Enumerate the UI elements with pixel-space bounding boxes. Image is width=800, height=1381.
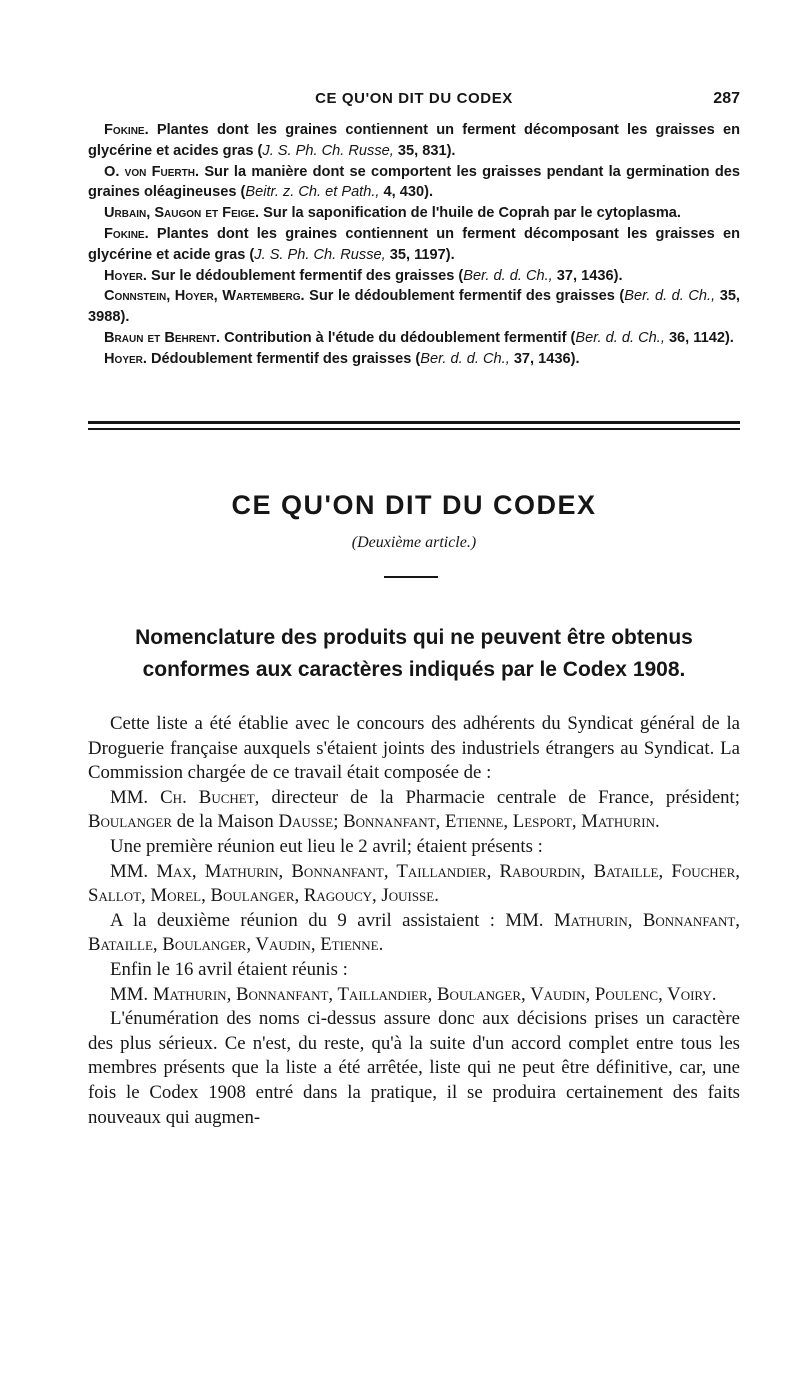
- reference-authors: Fokine.: [104, 225, 149, 242]
- reference-journal: Beitr. z. Ch. et Path.,: [245, 184, 380, 201]
- reference-details: 35, 831).: [397, 142, 456, 159]
- reference-item: [88, 328, 740, 349]
- reference-journal: Ber. d. d. Ch.,: [420, 350, 510, 367]
- reference-authors: Hoyer.: [104, 267, 147, 284]
- reference-details: 37, 1436).: [556, 267, 623, 284]
- section-heading-line: Nomenclature des produits qui ne peuvent être obtenus: [135, 626, 693, 649]
- reference-text: Sur la manière dont se comportent les graisses pendant la germination des graines oléagineuses (: [88, 163, 740, 201]
- second-meeting-attendees: [88, 909, 740, 958]
- commission-member: Boulanger: [88, 811, 173, 833]
- reference-item: [88, 286, 740, 328]
- attendees-names: Mathurin, Bonnanfant, Taillandier, Boulanger, Vaudin, Poulenc, Voiry.: [152, 983, 717, 1005]
- reference-journal: Ber. d. d. Ch.,: [575, 329, 665, 346]
- reference-item: [88, 120, 740, 162]
- reference-text: Sur la saponification de l'huile de Coprah par le cytoplasma.: [263, 205, 681, 222]
- reference-authors: Braun et Behrent.: [104, 329, 221, 346]
- body-paragraph: Enfin le 16 avril étaient réunis :: [110, 958, 348, 980]
- reference-details: 35, 1197).: [389, 246, 455, 263]
- commission-house: Dausse: [278, 811, 334, 833]
- reference-details: 35, 3988).: [88, 288, 740, 326]
- reference-text: Dédoublement fermentif des graisses (: [151, 350, 421, 367]
- page-number: 287: [713, 90, 740, 107]
- section-heading-line: conformes aux caractères indiqués par le Codex 1908.: [142, 658, 686, 681]
- reference-journal: J. S. Ph. Ch. Russe,: [262, 142, 394, 159]
- reference-authors: Connstein, Hoyer, Wartemberg.: [104, 288, 305, 305]
- reference-authors: Hoyer.: [104, 350, 147, 367]
- body-paragraph: Une première réunion eut lieu le 2 avril; étaient présents :: [110, 835, 543, 857]
- commission-prefix: MM.: [110, 786, 149, 808]
- third-meeting-attendees: [88, 983, 740, 1008]
- body-paragraph: Cette liste a été établie avec le concours des adhérents du Syndicat général de la Droguerie française auxquels s'étaient joints des industriels étrangers au Syndicat. La Commission chargée de ce travail était composée de :: [88, 713, 740, 784]
- attendees-prefix: MM.: [110, 860, 149, 882]
- attendees-names: Max, Mathurin, Bonnanfant, Taillandier, Rabourdin, Bataille, Foucher, Sallot, Morel, Boulanger, Ragoucy, Jouisse.: [88, 860, 740, 907]
- reference-item: [88, 349, 740, 370]
- reference-item: [88, 224, 740, 266]
- running-title: CE QU'ON DIT DU CODEX: [315, 90, 513, 107]
- first-meeting-attendees: [88, 860, 740, 909]
- section-divider-heavy: [88, 421, 740, 424]
- body-paragraph: L'énumération des noms ci-dessus assure donc aux décisions prises un caractère des plus sérieux. Ce n'est, du reste, qu'à la suite d'un accord complet entre tous les membres présents que la liste a été arrêtée, liste qui ne peut être définitive, car, une fois le Codex 1908 entré dans la pratique, il se produira certainement des faits nouveaux qui augmen-: [88, 1008, 740, 1128]
- section-heading: [88, 622, 740, 686]
- commission-president: Ch. Buchet: [160, 786, 255, 808]
- article-body: [88, 712, 740, 1130]
- reference-authors: O. von Fuerth.: [104, 163, 200, 180]
- reference-text: Contribution à l'étude du dédoublement fermentif (: [224, 329, 576, 346]
- commission-text: de la Maison: [176, 811, 274, 833]
- commission-text: , directeur de la Pharmacie centrale de France, président;: [254, 786, 740, 808]
- reference-item: [88, 162, 740, 204]
- attendees-names: Mathurin, Bonnanfant, Bataille, Boulanger, Vaudin, Etienne.: [88, 909, 741, 956]
- article-subtitle: (Deuxième article.): [351, 534, 477, 551]
- reference-text: Plantes dont les graines contiennent un ferment décomposant les graisses en glycérine et acides gras (: [88, 122, 740, 159]
- attendees-prefix: MM.: [110, 983, 149, 1005]
- reference-journal: Ber. d. d. Ch.,: [624, 288, 716, 305]
- reference-journal: Ber. d. d. Ch.,: [463, 267, 553, 284]
- section-divider-light: [88, 428, 740, 430]
- reference-list: [88, 120, 740, 370]
- reference-authors: Urbain, Saugon et Feige.: [104, 205, 260, 222]
- reference-details: 37, 1436).: [513, 350, 580, 367]
- commission-members: ; Bonnanfant, Etienne, Lesport, Mathurin.: [333, 811, 660, 833]
- second-meeting-text: A la deuxième réunion du 9 avril assistaient : MM.: [110, 909, 544, 931]
- commission-paragraph: [88, 786, 740, 835]
- title-divider: [384, 576, 438, 578]
- running-head: [88, 90, 740, 112]
- article-title: CE QU'ON DIT DU CODEX: [231, 490, 597, 520]
- reference-item: [88, 266, 740, 287]
- reference-item: [88, 203, 740, 224]
- reference-authors: Fokine.: [104, 122, 149, 138]
- reference-text: Plantes dont les graines contiennent un ferment décomposant les graisses en glycérine et acide gras (: [88, 225, 740, 263]
- reference-text: Sur le dédoublement fermentif des graisses (: [151, 267, 464, 284]
- reference-text: Sur le dédoublement fermentif des graisses (: [309, 288, 625, 305]
- reference-details: 4, 430).: [383, 184, 434, 201]
- reference-details: 36, 1142).: [668, 329, 734, 346]
- reference-journal: J. S. Ph. Ch. Russe,: [254, 246, 386, 263]
